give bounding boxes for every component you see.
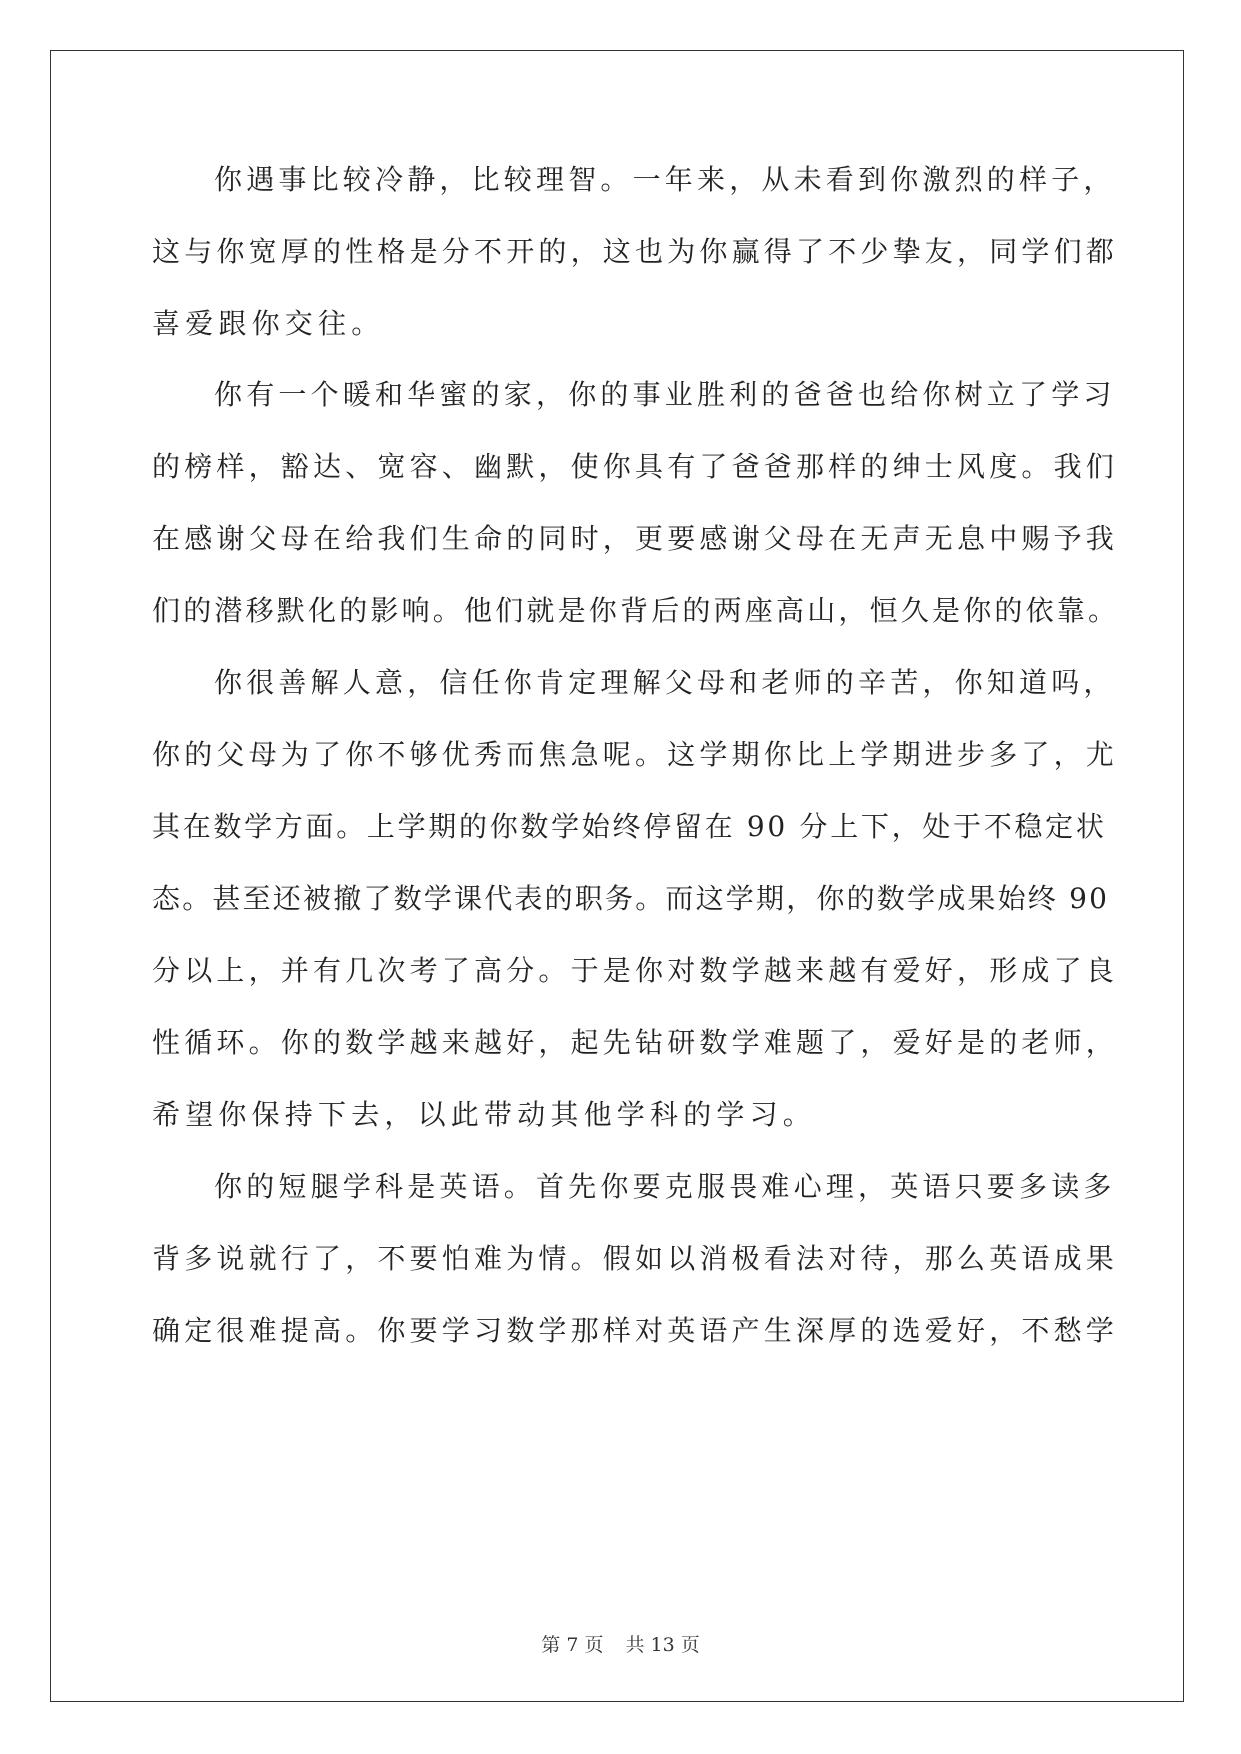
paragraph-1-line-1: 你遇事比较冷静，比较理智。一年来，从未看到你激烈的样子，: [214, 163, 1116, 196]
paragraph-3-line-5: 分以上，并有几次考了高分。于是你对数学越来越有爱好，形成了良: [152, 954, 1119, 987]
paragraph-2-line-3: 在感谢父母在给我们生命的同时，更要感谢父母在无声无息中赐予我: [152, 522, 1119, 555]
paragraph-2-line-4: 们的潜移默化的影响。他们就是你背后的两座高山，恒久是你的依靠。: [152, 594, 1120, 627]
paragraph-1-line-2: 这与你宽厚的性格是分不开的，这也为你赢得了不少挚友，同学们都: [152, 235, 1119, 268]
paragraph-4-line-3: 确定很难提高。你要学习数学那样对英语产生深厚的选爱好，不愁学: [152, 1314, 1119, 1347]
paragraph-3-line-2: 你的父母为了你不够优秀而焦急呢。这学期你比上学期进步多了，尤: [152, 738, 1119, 771]
paragraph-3-line-7: 希望你保持下去，以此带动其他学科的学习。: [152, 1098, 817, 1131]
paragraph-4-line-2: 背多说就行了，不要怕难为情。假如以消极看法对待，那么英语成果: [152, 1242, 1119, 1275]
paragraph-4-line-1: 你的短腿学科是英语。首先你要克服畏难心理，英语只要多读多: [214, 1170, 1116, 1203]
paragraph-3-line-3: 其在数学方面。上学期的你数学始终停留在 90 分上下，处于不稳定状: [152, 810, 1107, 843]
paragraph-3-line-1: 你很善解人意，信任你肯定理解父母和老师的辛苦，你知道吗，: [214, 666, 1116, 699]
paragraph-2-line-2: 的榜样，豁达、宽容、幽默，使你具有了爸爸那样的绅士风度。我们: [152, 450, 1119, 483]
paragraph-3-line-6: 性循环。你的数学越来越好，起先钻研数学难题了，爱好是的老师，: [152, 1026, 1119, 1059]
paragraph-1-line-3: 喜爱跟你交往。: [152, 307, 385, 340]
page-border: [50, 50, 1184, 1702]
total-pages: 共 13 页: [625, 1634, 700, 1656]
paragraph-3-line-4: 态。甚至还被撤了数学课代表的职务。而这学期，你的数学成果始终 90: [152, 882, 1110, 915]
page-footer: [0, 1630, 1241, 1657]
page-number: 第 7 页: [541, 1634, 604, 1656]
paragraph-2-line-1: 你有一个暖和华蜜的家，你的事业胜利的爸爸也给你树立了学习: [214, 378, 1116, 411]
